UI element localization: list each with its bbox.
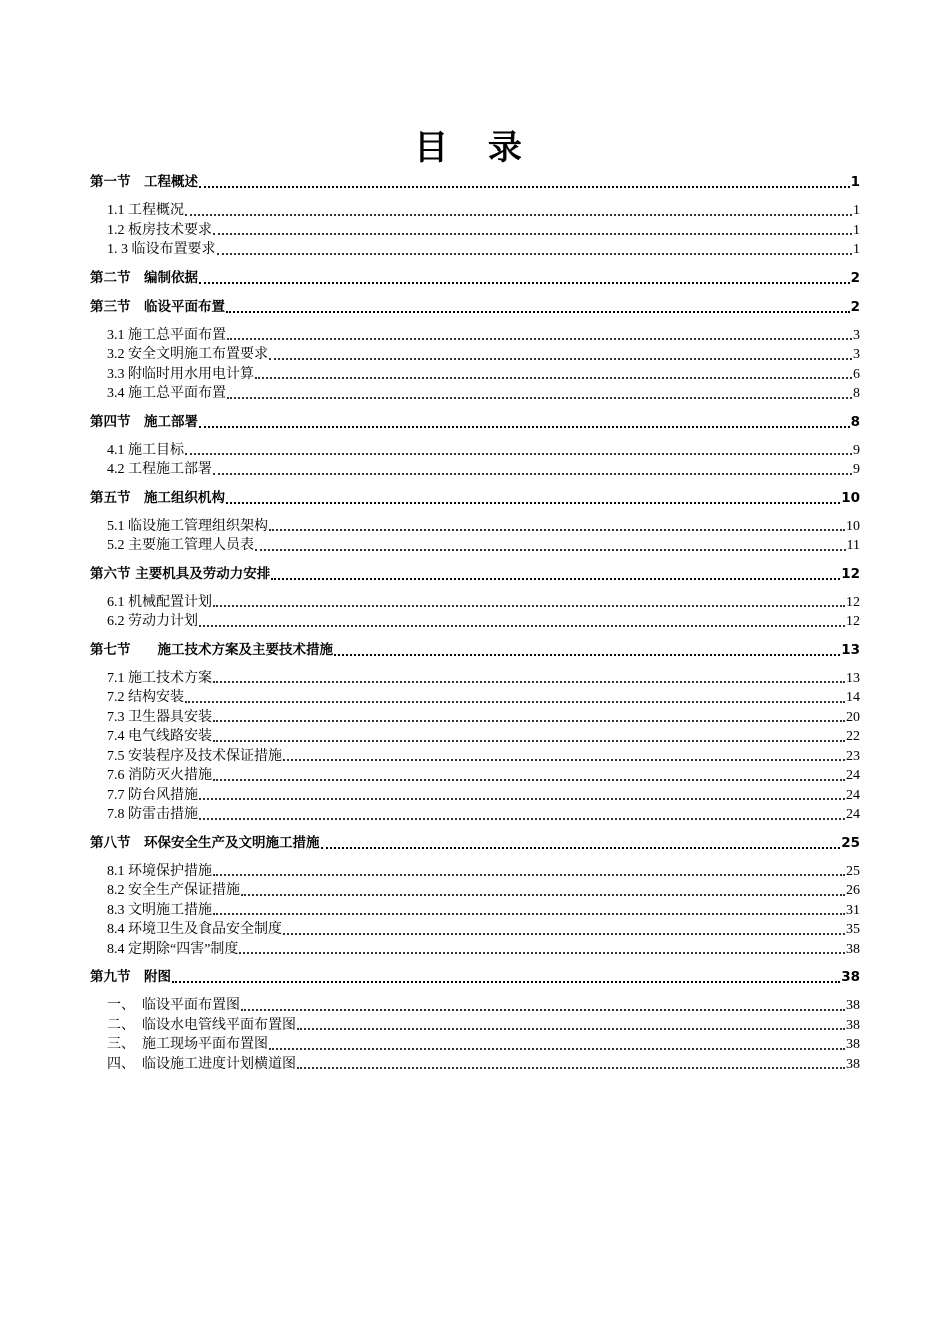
toc-leader-dots <box>239 952 845 954</box>
toc-leader-dots <box>255 549 846 551</box>
table-of-contents <box>90 172 860 1074</box>
toc-subsection-entry[interactable] <box>90 593 860 613</box>
toc-subsection-entry[interactable] <box>90 1016 860 1036</box>
toc-entry-label: 3.1 施工总平面布置 <box>107 327 226 343</box>
toc-page-number: 26 <box>846 883 860 898</box>
toc-subsection-entry[interactable] <box>90 862 860 882</box>
toc-page-number: 13 <box>841 641 860 658</box>
toc-entry-label: 二、 临设水电管线平面布置图 <box>107 1017 296 1033</box>
toc-subsection-entry[interactable] <box>90 221 860 241</box>
toc-leader-dots <box>199 818 845 820</box>
toc-section-entry[interactable] <box>90 564 860 585</box>
toc-entry-label: 第八节 环保安全生产及文明施工措施 <box>90 834 320 851</box>
toc-leader-dots <box>185 701 845 703</box>
toc-subsection-entry[interactable] <box>90 669 860 689</box>
toc-page-number: 14 <box>846 690 860 705</box>
toc-page-number: 12 <box>846 614 860 629</box>
toc-subsection-entry[interactable] <box>90 688 860 708</box>
toc-leader-dots <box>217 253 853 255</box>
toc-leader-dots <box>283 933 845 935</box>
toc-entry-label: 四、 临设施工进度计划横道图 <box>107 1056 296 1072</box>
toc-subsection-entry[interactable] <box>90 805 860 825</box>
toc-page-number: 38 <box>846 1056 860 1072</box>
toc-page-number: 24 <box>846 787 860 803</box>
toc-entry-label: 第一节 工程概述 <box>90 174 198 190</box>
toc-page-number: 24 <box>846 807 860 822</box>
toc-page-number: 35 <box>846 922 860 937</box>
toc-section-entry[interactable] <box>90 640 860 661</box>
toc-leader-dots <box>213 720 845 722</box>
toc-leader-dots <box>199 282 850 284</box>
toc-section-entry[interactable] <box>90 412 860 433</box>
toc-subsection-entry[interactable] <box>90 747 860 767</box>
toc-section-entry[interactable] <box>90 297 860 318</box>
toc-leader-dots <box>213 779 845 781</box>
toc-leader-dots <box>213 473 852 475</box>
toc-page-number: 9 <box>853 462 860 477</box>
toc-page-number: 22 <box>846 729 860 744</box>
toc-page-number: 25 <box>846 863 860 879</box>
toc-entry-label: 8.1 环境保护措施 <box>107 863 212 879</box>
toc-entry-label: 第五节 施工组织机构 <box>90 489 225 506</box>
toc-leader-dots <box>226 502 840 504</box>
toc-leader-dots <box>241 1009 845 1011</box>
toc-leader-dots <box>199 186 850 188</box>
toc-page-number: 2 <box>850 269 860 286</box>
toc-entry-label: 6.2 劳动力计划 <box>107 614 198 629</box>
toc-page-number: 1 <box>853 222 860 238</box>
toc-page-number: 3 <box>853 327 860 343</box>
toc-entry-label: 7.2 结构安装 <box>107 690 184 705</box>
toc-entry-label: 1. 3 临设布置要求 <box>107 242 216 257</box>
toc-leader-dots <box>185 214 852 216</box>
toc-leader-dots <box>283 759 845 761</box>
toc-leader-dots <box>269 529 845 531</box>
toc-page-number: 38 <box>846 998 860 1013</box>
toc-entry-label: 3.3 附临时用水用电计算 <box>107 366 254 382</box>
toc-subsection-entry[interactable] <box>90 786 860 806</box>
toc-leader-dots <box>255 377 852 379</box>
toc-subsection-entry[interactable] <box>90 326 860 346</box>
toc-subsection-entry[interactable] <box>90 240 860 260</box>
toc-leader-dots <box>213 913 845 915</box>
toc-leader-dots <box>213 740 845 742</box>
toc-leader-dots <box>271 578 840 580</box>
toc-entry-label: 一、 临设平面布置图 <box>107 998 240 1013</box>
toc-leader-dots <box>226 311 850 313</box>
toc-section-entry[interactable] <box>90 172 860 193</box>
toc-entry-label: 3.2 安全文明施工布置要求 <box>107 347 268 362</box>
toc-entry-label: 7.6 消防灭火措施 <box>107 768 212 783</box>
toc-entry-label: 5.2 主要施工管理人员表 <box>107 538 254 553</box>
toc-page-number: 12 <box>846 594 860 610</box>
toc-subsection-entry[interactable] <box>90 201 860 221</box>
toc-entry-label: 7.5 安装程序及技术保证措施 <box>107 748 282 764</box>
toc-page-number: 24 <box>846 768 860 783</box>
toc-subsection-entry[interactable] <box>90 612 860 632</box>
toc-page-number: 3 <box>853 347 860 362</box>
toc-subsection-entry[interactable] <box>90 1055 860 1075</box>
toc-section-entry[interactable] <box>90 967 860 988</box>
toc-entry-label: 三、 施工现场平面布置图 <box>107 1037 268 1052</box>
toc-entry-label: 8.3 文明施工措施 <box>107 902 212 918</box>
toc-page-number: 31 <box>846 902 860 918</box>
toc-page-number: 8 <box>850 413 860 430</box>
toc-entry-label: 7.4 电气线路安装 <box>107 729 212 744</box>
toc-page-number: 10 <box>846 518 860 534</box>
toc-page-number: 38 <box>841 969 860 985</box>
toc-entry-label: 3.4 施工总平面布置 <box>107 386 226 401</box>
toc-leader-dots <box>213 233 852 235</box>
toc-leader-dots <box>297 1067 845 1069</box>
toc-entry-label: 4.1 施工目标 <box>107 442 184 458</box>
toc-subsection-entry[interactable] <box>90 920 860 940</box>
toc-page-number: 6 <box>853 366 860 382</box>
toc-section-entry[interactable] <box>90 268 860 289</box>
toc-leader-dots <box>269 358 852 360</box>
toc-entry-label: 第二节 编制依据 <box>90 269 198 286</box>
toc-subsection-entry[interactable] <box>90 996 860 1016</box>
toc-entry-label: 8.4 环境卫生及食品安全制度 <box>107 922 282 937</box>
toc-entry-label: 第六节 主要机具及劳动力安排 <box>90 565 271 582</box>
toc-leader-dots <box>227 338 852 340</box>
toc-entry-label: 第三节 临设平面布置 <box>90 298 225 315</box>
toc-page-number: 1 <box>853 203 860 218</box>
toc-subsection-entry[interactable] <box>90 345 860 365</box>
toc-leader-dots <box>213 681 845 683</box>
toc-page-number: 1 <box>853 242 860 257</box>
toc-page-number: 38 <box>846 941 860 957</box>
toc-leader-dots <box>199 798 845 800</box>
toc-leader-dots <box>199 625 845 627</box>
toc-subsection-entry[interactable] <box>90 708 860 728</box>
toc-leader-dots <box>269 1048 845 1050</box>
toc-page-number: 11 <box>846 538 860 553</box>
toc-page-number: 38 <box>846 1037 860 1052</box>
toc-subsection-entry[interactable] <box>90 940 860 960</box>
toc-entry-label: 1.1 工程概况 <box>107 203 184 218</box>
toc-leader-dots <box>199 426 850 428</box>
toc-entry-label: 8.2 安全生产保证措施 <box>107 883 240 898</box>
toc-entry-label: 8.4 定期除“四害”制度 <box>107 941 239 957</box>
toc-leader-dots <box>297 1028 845 1030</box>
toc-page-number: 23 <box>846 748 860 764</box>
toc-page-number: 9 <box>853 442 860 458</box>
toc-leader-dots <box>185 453 852 455</box>
toc-leader-dots <box>172 981 840 983</box>
toc-entry-label: 7.8 防雷击措施 <box>107 807 198 822</box>
toc-subsection-entry[interactable] <box>90 881 860 901</box>
toc-leader-dots <box>321 847 841 849</box>
toc-entry-label: 第九节 附图 <box>90 969 171 985</box>
toc-page-number: 20 <box>846 709 860 725</box>
toc-section-entry[interactable] <box>90 488 860 509</box>
page-title: 目 录 <box>414 128 536 168</box>
toc-entry-label: 1.2 板房技术要求 <box>107 222 212 238</box>
toc-page-number: 13 <box>846 670 860 686</box>
toc-entry-label: 7.7 防台风措施 <box>107 787 198 803</box>
toc-leader-dots <box>213 605 845 607</box>
toc-entry-label: 第四节 施工部署 <box>90 413 198 430</box>
toc-page-number: 1 <box>850 174 860 190</box>
toc-leader-dots <box>241 894 845 896</box>
toc-entry-label: 第七节 施工技术方案及主要技术措施 <box>90 641 333 658</box>
toc-entry-label: 7.1 施工技术方案 <box>107 670 212 686</box>
toc-page-number: 38 <box>846 1017 860 1033</box>
toc-subsection-entry[interactable] <box>90 766 860 786</box>
toc-entry-label: 4.2 工程施工部署 <box>107 462 212 477</box>
toc-subsection-entry[interactable] <box>90 536 860 556</box>
toc-page-number: 25 <box>841 834 860 851</box>
toc-page-number: 8 <box>853 386 860 401</box>
toc-subsection-entry[interactable] <box>90 441 860 461</box>
toc-subsection-entry[interactable] <box>90 901 860 921</box>
toc-entry-label: 5.1 临设施工管理组织架构 <box>107 518 268 534</box>
toc-leader-dots <box>227 397 852 399</box>
toc-entry-label: 7.3 卫生器具安装 <box>107 709 212 725</box>
toc-leader-dots <box>334 654 840 656</box>
toc-section-entry[interactable] <box>90 833 860 854</box>
toc-subsection-entry[interactable] <box>90 460 860 480</box>
toc-subsection-entry[interactable] <box>90 384 860 404</box>
toc-subsection-entry[interactable] <box>90 1035 860 1055</box>
toc-subsection-entry[interactable] <box>90 727 860 747</box>
toc-page-number: 12 <box>841 565 860 582</box>
toc-subsection-entry[interactable] <box>90 517 860 537</box>
toc-subsection-entry[interactable] <box>90 365 860 385</box>
toc-page-number: 10 <box>841 489 860 506</box>
toc-leader-dots <box>213 874 845 876</box>
toc-page-number: 2 <box>850 298 860 315</box>
toc-entry-label: 6.1 机械配置计划 <box>107 594 212 610</box>
